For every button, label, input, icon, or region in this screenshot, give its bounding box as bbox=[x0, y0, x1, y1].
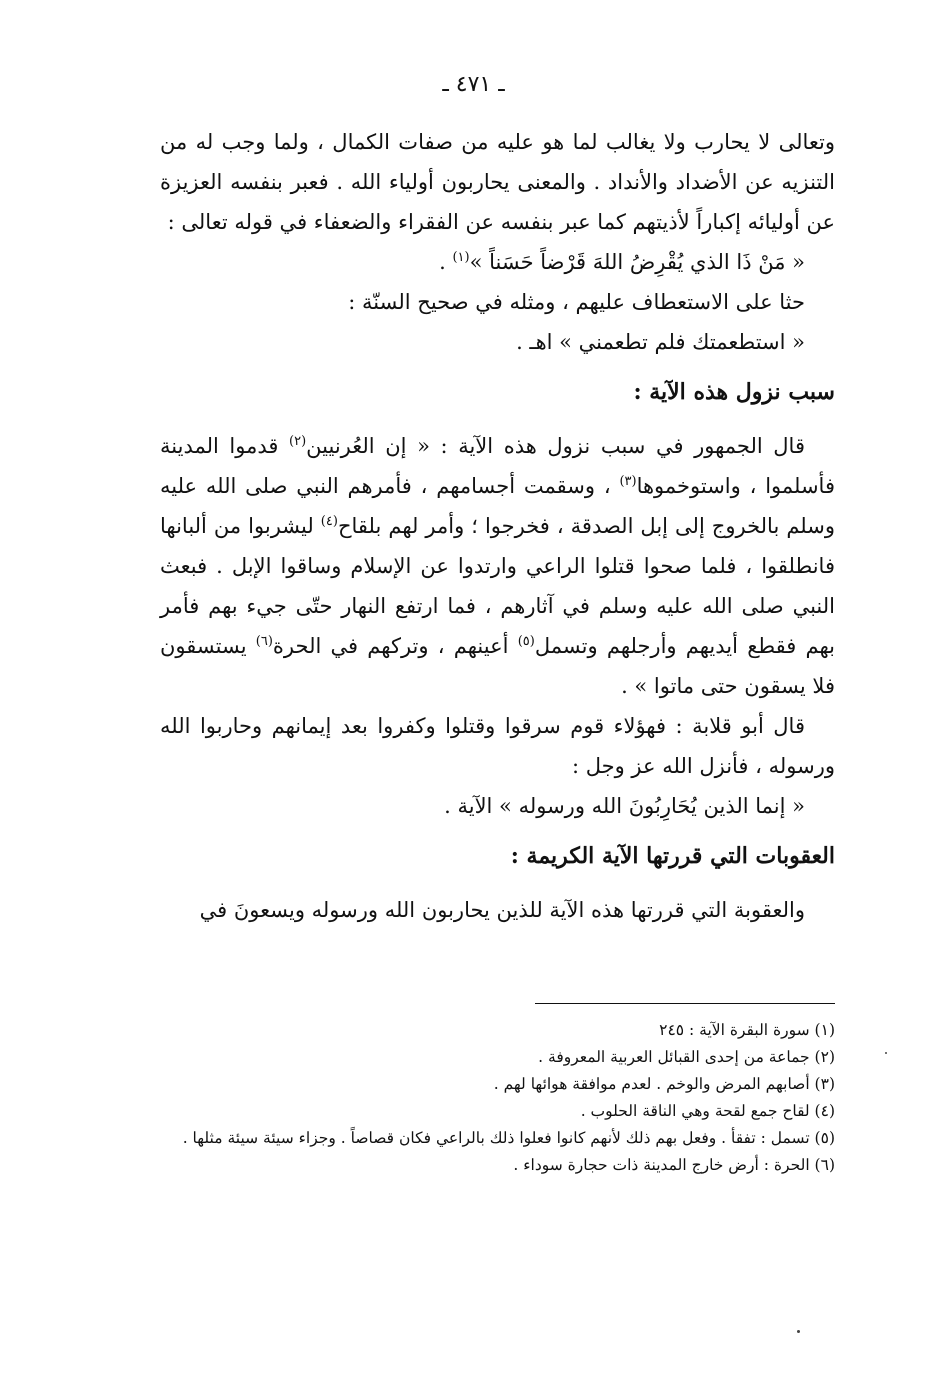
footnote-6: (٦) الحرة : أرض خارج المدينة ذات حجارة سوداء . bbox=[513, 1156, 835, 1174]
quran-quote-qard bbox=[160, 242, 835, 282]
footnote-ref: (٢) bbox=[289, 434, 307, 449]
punishments-paragraph: والعقوبة التي قررتها هذه الآية للذين يحاربون الله ورسوله ويسعونَ في bbox=[199, 898, 805, 922]
footnote-5: (٥) تسمل : تفقأ . وفعل بهم ذلك لأنهم كانوا فعلوا ذلك بالراعي فكان قصاصاً . وجزاء سيئة سيئة مثلها . bbox=[182, 1129, 835, 1147]
quran-quote-muharaba: « إنما الذين يُحَارِبُونَ الله ورسوله » الآية . bbox=[444, 794, 805, 818]
footnote-4: (٤) لقاح جمع لقحة وهي الناقة الحلوب . bbox=[580, 1102, 835, 1120]
abu-qilaba-paragraph: قال أبو قلابة : فهؤلاء قوم سرقوا وقتلوا وكفروا بعد إيمانهم وحاربوا الله ورسوله ، فأنزل الله عز وجل : bbox=[160, 714, 835, 778]
footnote-divider bbox=[535, 1003, 835, 1004]
scan-speck bbox=[885, 1052, 887, 1054]
footnote-ref: (٤) bbox=[320, 514, 338, 529]
footnote-ref: (٥) bbox=[517, 634, 535, 649]
footnotes bbox=[160, 1017, 835, 1179]
section-heading-revelation-cause: سبب نزول هذه الآية : bbox=[633, 379, 835, 405]
footnote-2: (٢) جماعة من إحدى القبائل العربية المعروفة . bbox=[538, 1048, 835, 1066]
scan-speck bbox=[797, 1330, 800, 1333]
footnote-ref: (٦) bbox=[255, 634, 273, 649]
text-run: أعينهم ، وتركهم في الحرة bbox=[272, 634, 518, 658]
footnote-3: (٣) أصابهم المرض والوخم . لعدم موافقة هوائها لهم . bbox=[493, 1075, 835, 1093]
text-run: ، وسقمت أجسامهم ، فأمرهم النبي صلى الله عليه وسلم بالخروج إلى إبل الصدقة ، فخرجوا ؛ وأمر لهم بلقاح bbox=[160, 474, 835, 538]
page-number: ـ ٤٧١ ـ bbox=[442, 72, 505, 97]
quote-text: « مَنْ ذَا الذي يُقْرِضُ اللهَ قَرْضاً حَسَناً » bbox=[469, 250, 805, 274]
text-run: قدموا المدينة فأسلموا ، واستوخموها bbox=[160, 434, 835, 498]
hadith-quote: « استطعمتك فلم تطعمني » اهـ . bbox=[516, 330, 805, 354]
main-text bbox=[160, 122, 835, 930]
section-heading-punishments: العقوبات التي قررتها الآية الكريمة : bbox=[510, 843, 835, 869]
revelation-paragraph bbox=[160, 426, 835, 706]
text-run: ليشربوا من ألبانها فانطلقوا ، فلما صحوا قتلوا الراعي وارتدوا عن الإسلام وساقوا الإبل . فبعث النبي صلى الله عليه وسلم في آثارهم ، فما ارتفع النهار حتّى جيء بهم فأمر بهم فقطع أيديهم وأرجلهم وتسمل bbox=[160, 514, 836, 658]
text-run: يستسقون فلا يسقون حتى ماتوا » . bbox=[160, 634, 835, 698]
intro-line-2: حثا على الاستعطاف عليهم ، ومثله في صحيح السنّة : bbox=[348, 290, 805, 314]
intro-paragraph: وتعالى لا يحارب ولا يغالب لما هو عليه من صفات الكمال ، ولما وجب له من التنزيه عن الأضداد والأنداد . والمعنى يحاربون أولياء الله . فعبر بنفسه العزيزة عن أوليائه إكباراً لأذيتهم كما عبر بنفسه عن الفقراء والضعفاء في قوله تعالى : bbox=[160, 130, 835, 234]
quote-end: . bbox=[439, 250, 453, 274]
footnote-ref: (١) bbox=[452, 250, 470, 265]
footnote-ref: (٣) bbox=[619, 474, 637, 489]
text-run: قال الجمهور في سبب نزول هذه الآية : « إن العُرنيين bbox=[306, 434, 805, 458]
footnote-1: (١) سورة البقرة الآية : ٢٤٥ bbox=[659, 1021, 835, 1039]
